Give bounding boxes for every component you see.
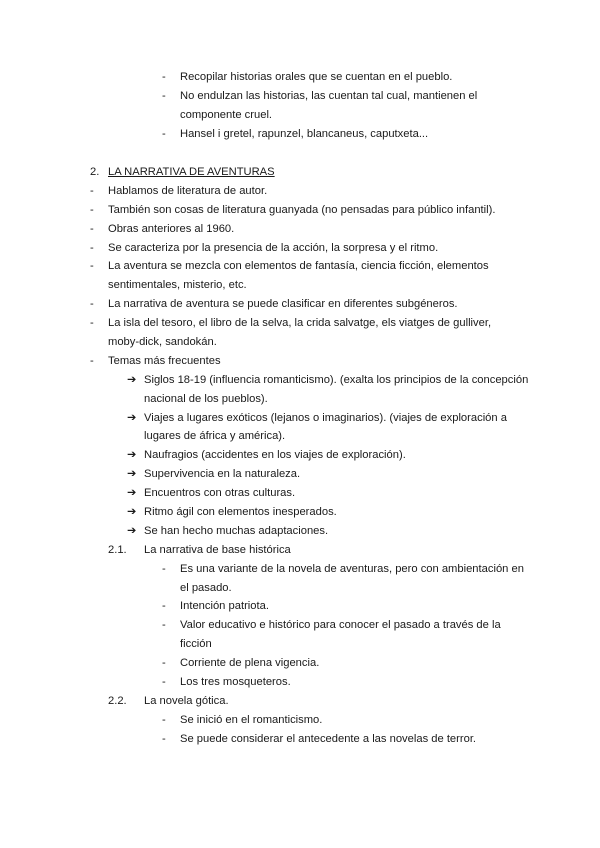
dash-marker: - [90,241,94,254]
list-item-text: Es una variante de la novela de aventuras, pero con ambientación en [180,562,524,575]
dash-marker: - [162,732,166,745]
theme-text: Supervivencia en la naturaleza. [144,468,301,481]
section-number: 2. [90,166,100,178]
dash-marker: - [162,89,166,102]
dash-marker: - [162,127,166,140]
section-title: LA NARRATIVA DE AVENTURAS [108,166,275,178]
dash-marker: - [90,260,94,273]
list-item-text: Obras anteriores al 1960. [108,222,235,235]
list-item-text: Hablamos de literatura de autor. [108,184,268,197]
dash-marker: - [162,600,166,613]
list-item-text: Corriente de plena vigencia. [180,657,320,670]
dash-marker: - [162,676,166,689]
arrow-icon: ➔ [127,468,137,481]
dash-marker: - [162,562,166,575]
arrow-icon: ➔ [127,506,137,519]
theme-text: Viajes a lugares exóticos (lejanos o imaginarios). (viajes de exploración a [144,411,507,424]
dash-marker: - [162,619,166,632]
theme-text: Siglos 18-19 (influencia romanticismo). (exalta los principios de la concepción [144,373,529,386]
list-item-text: el pasado. [180,581,232,594]
dash-marker: - [162,71,166,83]
subsection-number: 2.1. [108,543,127,556]
arrow-icon: ➔ [127,524,137,537]
theme-text: Encuentros con otras culturas. [144,487,296,500]
list-item-text: Recopilar historias orales que se cuentan en el pueblo. [180,71,453,83]
theme-text: Ritmo ágil con elementos inesperados. [144,506,337,519]
dash-marker: - [162,713,166,726]
subsection-title: La novela gótica. [144,694,229,707]
list-item-text: La narrativa de aventura se puede clasificar en diferentes subgéneros. [108,298,458,311]
list-item-text: La aventura se mezcla con elementos de fantasía, ciencia ficción, elementos [108,260,489,273]
list-item-text: Intención patriota. [180,600,269,613]
dash-marker: - [162,657,166,670]
list-item-text: moby-dick, sandokán. [108,336,217,349]
list-item-text: ficción [180,638,212,651]
list-item-text: Se inició en el romanticismo. [180,713,323,726]
theme-text: Se han hecho muchas adaptaciones. [144,524,329,537]
theme-text: Naufragios (accidentes en los viajes de exploración). [144,449,406,462]
theme-text: lugares de áfrica y américa). [144,430,286,443]
arrow-icon: ➔ [127,411,137,424]
dash-marker: - [90,222,94,235]
list-item-text: componente cruel. [180,108,273,121]
list-item-text: Se caracteriza por la presencia de la acción, la sorpresa y el ritmo. [108,241,439,254]
arrow-icon: ➔ [127,373,137,386]
theme-text: nacional de los pueblos). [144,392,268,405]
list-item-text: También son cosas de literatura guanyada (no pensadas para público infantil). [108,203,496,216]
list-item-text: No endulzan las historias, las cuentan tal cual, mantienen el [180,89,478,102]
list-item-text: Los tres mosqueteros. [180,676,291,689]
subsection-number: 2.2. [108,694,127,707]
list-item-text: Temas más frecuentes [108,354,221,367]
dash-marker: - [90,317,94,330]
arrow-icon: ➔ [127,487,137,500]
list-item-text: Se puede considerar el antecedente a las novelas de terror. [180,732,477,745]
dash-marker: - [90,298,94,311]
list-item-text: Valor educativo e histórico para conocer el pasado a través de la [180,619,501,632]
subsection-title: La narrativa de base histórica [144,543,291,556]
arrow-icon: ➔ [127,449,137,462]
dash-marker: - [90,203,94,216]
list-item-text: La isla del tesoro, el libro de la selva, la crida salvatge, els viatges de gulliver, [108,317,492,330]
list-item-text: sentimentales, misterio, etc. [108,279,247,292]
dash-marker: - [90,184,94,197]
dash-marker: - [90,354,94,367]
list-item-text: Hansel i gretel, rapunzel, blancaneus, caputxeta... [180,127,429,140]
